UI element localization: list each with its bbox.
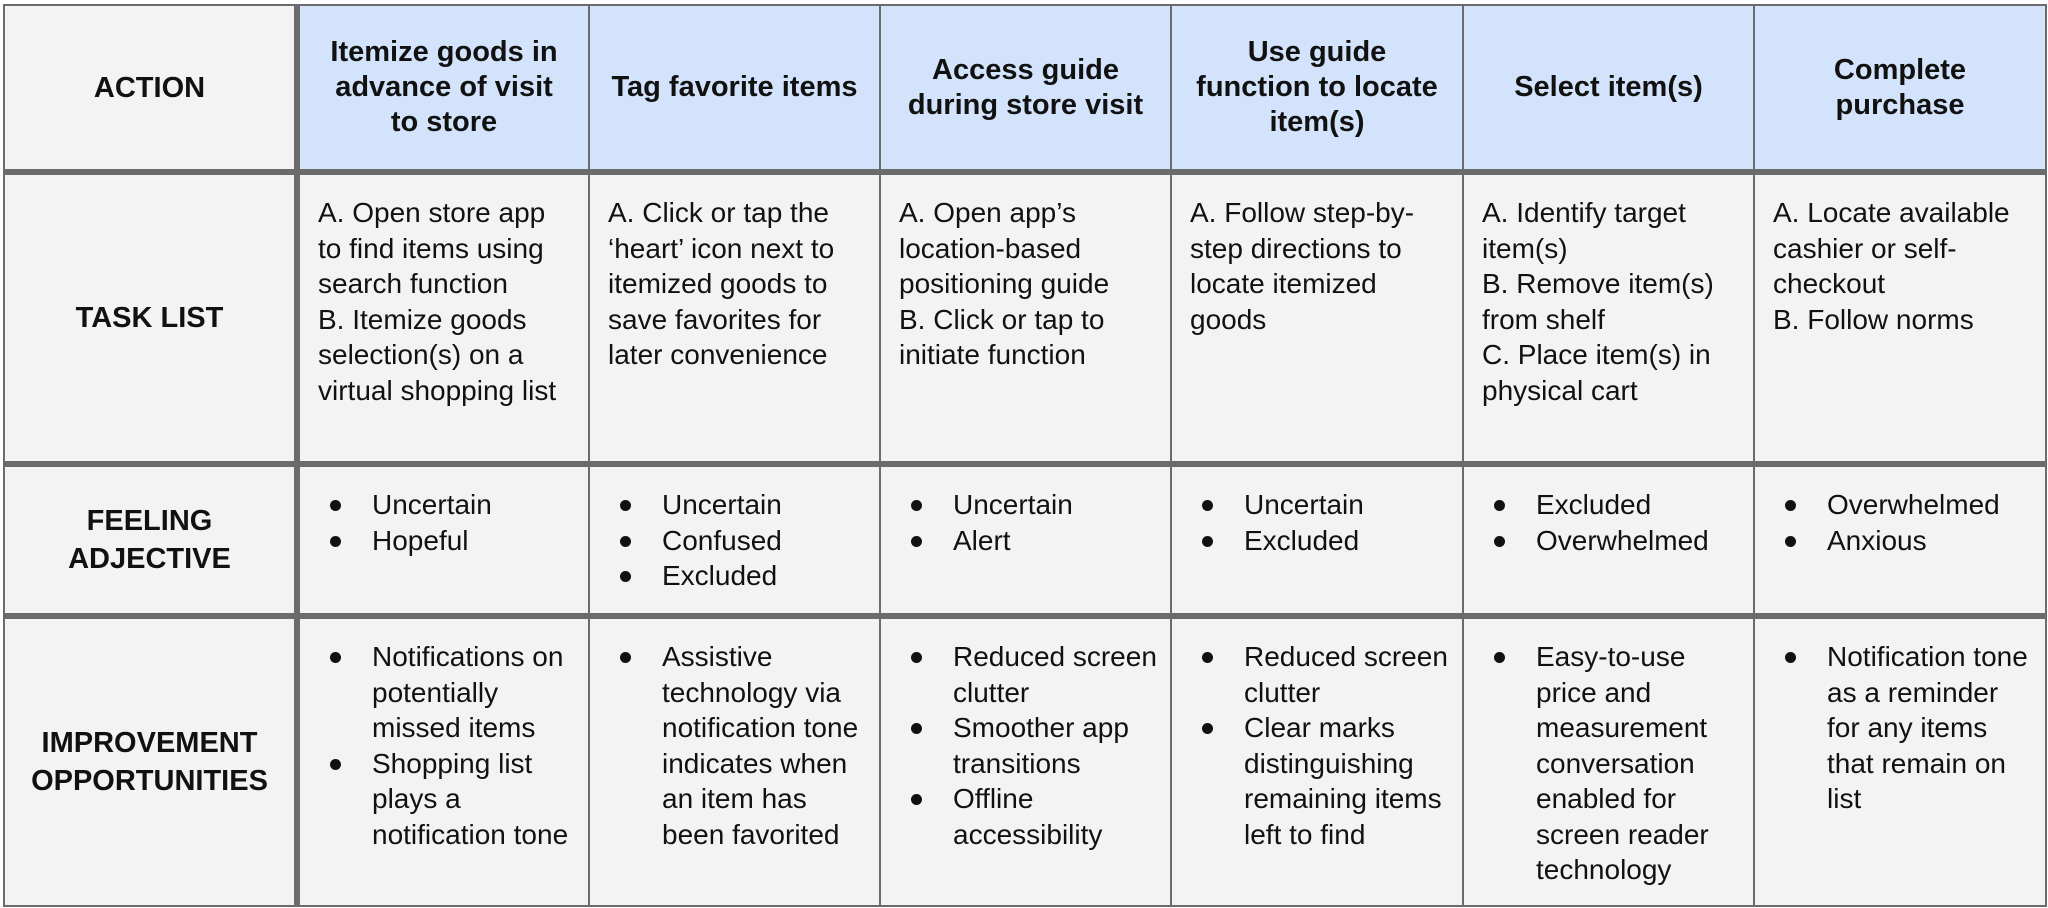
action-header: Tag favorite items xyxy=(589,5,880,172)
row-header-improvement: IMPROVEMENT OPPORTUNITIES xyxy=(4,616,297,906)
feeling-cell xyxy=(297,464,589,616)
improvement-cell xyxy=(589,616,880,906)
action-header: Complete purchase xyxy=(1754,5,2046,172)
task-item: A. Open app’s location-based positioning guide xyxy=(899,197,1110,299)
improvement-cell xyxy=(1463,616,1754,906)
task-item: A. Open store app to find items using search function xyxy=(318,197,546,299)
improvement-item: Notifications on potentially missed items xyxy=(328,639,578,746)
task-item: A. Click or tap the ‘heart’ icon next to itemized goods to save favorites for later convenience xyxy=(608,197,835,370)
task-item: B. Remove item(s) from shelf xyxy=(1482,268,1714,335)
feeling-item: Uncertain xyxy=(328,487,578,523)
improvement-item: Reduced screen clutter xyxy=(1200,639,1452,710)
feeling-item: Uncertain xyxy=(1200,487,1452,523)
task-item: C. Place item(s) in physical cart xyxy=(1482,339,1711,406)
improvement-item: Notification tone as a reminder for any items that remain on list xyxy=(1783,639,2035,817)
feeling-item: Uncertain xyxy=(618,487,869,523)
improvement-cell xyxy=(297,616,589,906)
action-header: Itemize goods in advance of visit to store xyxy=(297,5,589,172)
feeling-item: Alert xyxy=(909,523,1160,559)
improvement-item: Offline accessibility xyxy=(909,781,1160,852)
task-cell xyxy=(297,172,589,464)
feeling-item: Uncertain xyxy=(909,487,1160,523)
improvement-cell xyxy=(1754,616,2046,906)
task-cell xyxy=(880,172,1171,464)
task-list-row xyxy=(4,172,2046,464)
feeling-row xyxy=(4,464,2046,616)
task-cell xyxy=(1754,172,2046,464)
journey-map xyxy=(3,4,2047,907)
task-item: A. Identify target item(s) xyxy=(1482,197,1686,264)
feeling-item: Excluded xyxy=(1200,523,1452,559)
improvement-item: Easy-to-use price and measurement conversation enabled for screen reader technology xyxy=(1492,639,1743,888)
feeling-item: Overwhelmed xyxy=(1783,487,2035,523)
task-item: A. Follow step-by-step directions to locate itemized goods xyxy=(1190,197,1415,335)
improvement-item: Smoother app transitions xyxy=(909,710,1160,781)
task-item: B. Click or tap to initiate function xyxy=(899,303,1105,370)
action-header: Select item(s) xyxy=(1463,5,1754,172)
feeling-cell xyxy=(589,464,880,616)
task-cell xyxy=(1463,172,1754,464)
feeling-item: Overwhelmed xyxy=(1492,523,1743,559)
improvement-cell xyxy=(880,616,1171,906)
row-header-feeling: FEELING ADJECTIVE xyxy=(4,464,297,616)
action-header: Use guide function to locate item(s) xyxy=(1171,5,1463,172)
feeling-item: Excluded xyxy=(618,558,869,594)
row-header-action: ACTION xyxy=(4,5,297,172)
improvement-row xyxy=(4,616,2046,906)
action-row xyxy=(4,5,2046,172)
improvement-item: Clear marks distinguishing remaining items left to find xyxy=(1200,710,1452,852)
feeling-cell xyxy=(1171,464,1463,616)
improvement-item: Assistive technology via notification tone indicates when an item has been favorited xyxy=(618,639,869,852)
task-item: A. Locate available cashier or self-checkout xyxy=(1773,197,2010,299)
feeling-item: Anxious xyxy=(1783,523,2035,559)
task-item: B. Follow norms xyxy=(1773,303,1974,335)
task-item: B. Itemize goods selection(s) on a virtual shopping list xyxy=(318,303,557,406)
feeling-item: Hopeful xyxy=(328,523,578,559)
action-header: Access guide during store visit xyxy=(880,5,1171,172)
journey-map-table xyxy=(3,4,2047,907)
feeling-cell xyxy=(1754,464,2046,616)
improvement-item: Reduced screen clutter xyxy=(909,639,1160,710)
improvement-item: Shopping list plays a notification tone xyxy=(328,746,578,853)
task-cell xyxy=(589,172,880,464)
task-cell xyxy=(1171,172,1463,464)
improvement-cell xyxy=(1171,616,1463,906)
feeling-cell xyxy=(880,464,1171,616)
feeling-item: Excluded xyxy=(1492,487,1743,523)
feeling-item: Confused xyxy=(618,523,869,559)
row-header-task-list: TASK LIST xyxy=(4,172,297,464)
feeling-cell xyxy=(1463,464,1754,616)
